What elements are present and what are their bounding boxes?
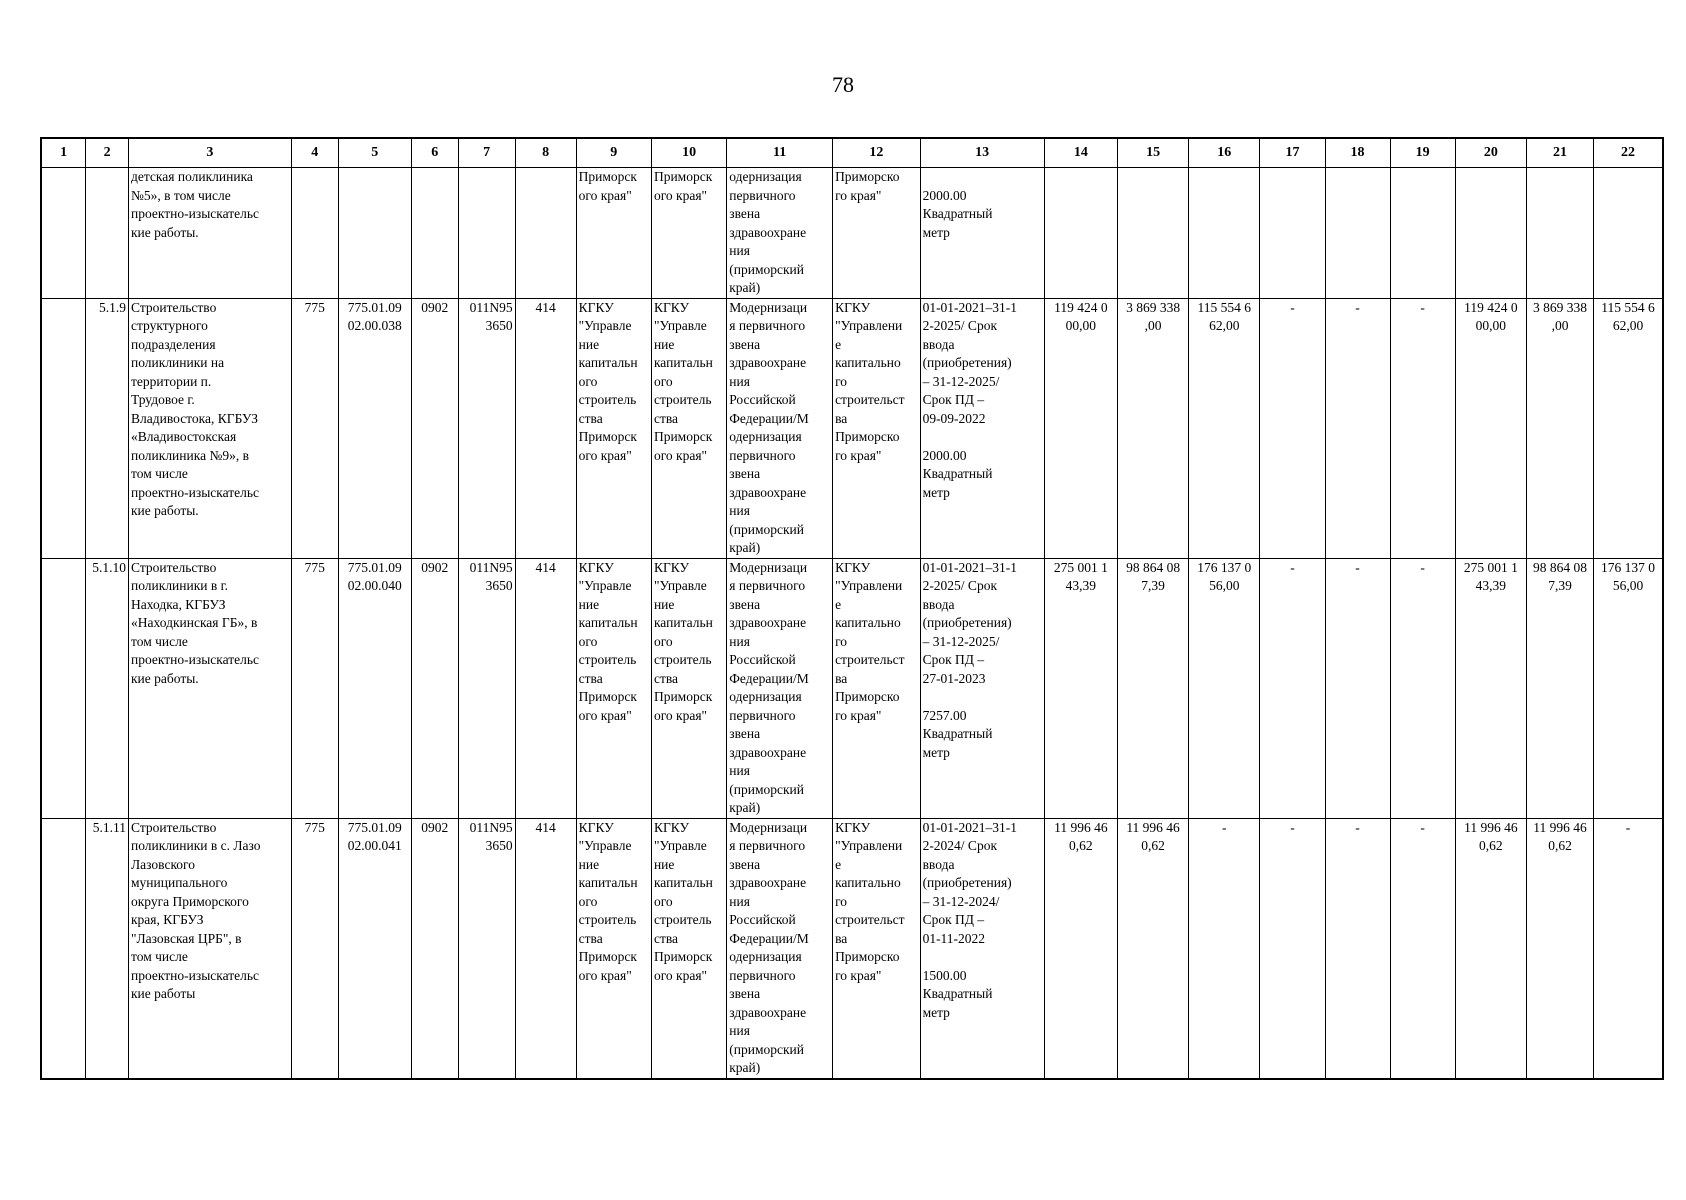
table-cell-col-10: КГКУ "Управле ние капитальн ого строитель ства Приморск ого края": [651, 298, 726, 558]
table-cell-col-10: КГКУ "Управле ние капитальн ого строитель ства Приморск ого края": [651, 558, 726, 818]
table-cell-col-4: 775: [291, 558, 338, 818]
table-cell-col-15: 11 996 46 0,62: [1117, 818, 1188, 1079]
table-cell-col-22: 115 554 6 62,00: [1594, 298, 1663, 558]
table-cell-col-22: [1594, 168, 1663, 299]
table-cell-col-11: одернизация первичного звена здравоохране ния (приморский край): [727, 168, 833, 299]
table-cell-col-17: -: [1260, 558, 1325, 818]
table-cell-col-8: 414: [515, 818, 576, 1079]
table-cell-col-16: 176 137 0 56,00: [1189, 558, 1260, 818]
table-cell-col-13: 01-01-2021–31-1 2-2025/ Срок ввода (приобретения) – 31-12-2025/ Срок ПД – 27-01-2023 7257.00 Квадратный метр: [920, 558, 1044, 818]
table-cell-col-20: 275 001 1 43,39: [1455, 558, 1526, 818]
table-cell-col-2: 5.1.9: [86, 298, 129, 558]
column-header-19: 19: [1390, 138, 1455, 168]
table-cell-col-14: [1044, 168, 1117, 299]
table-cell-col-9: КГКУ "Управле ние капитальн ого строитель ства Приморск ого края": [576, 298, 651, 558]
table-cell-col-2: 5.1.10: [86, 558, 129, 818]
table-cell-col-21: 3 869 338 ,00: [1526, 298, 1593, 558]
column-header-15: 15: [1117, 138, 1188, 168]
table-cell-col-6: [411, 168, 458, 299]
table-cell-col-7: 011N95 3650: [458, 818, 515, 1079]
table-cell-col-17: -: [1260, 298, 1325, 558]
column-header-1: 1: [41, 138, 86, 168]
table-cell-col-5: 775.01.09 02.00.040: [338, 558, 411, 818]
table-cell-col-19: [1390, 168, 1455, 299]
column-header-2: 2: [86, 138, 129, 168]
table-cell-col-9: КГКУ "Управле ние капитальн ого строитель ства Приморск ого края": [576, 558, 651, 818]
table-row: [41, 298, 1663, 558]
table-cell-col-4: [291, 168, 338, 299]
table-cell-col-12: КГКУ "Управлени е капитально го строительст ва Приморско го края": [833, 298, 921, 558]
table-cell-col-17: [1260, 168, 1325, 299]
table-cell-col-16: -: [1189, 818, 1260, 1079]
table-cell-col-22: -: [1594, 818, 1663, 1079]
table-cell-col-20: [1455, 168, 1526, 299]
table-cell-col-19: -: [1390, 558, 1455, 818]
table-cell-col-2: [86, 168, 129, 299]
column-header-13: 13: [920, 138, 1044, 168]
table-cell-col-7: 011N95 3650: [458, 298, 515, 558]
table-row: [41, 558, 1663, 818]
table-cell-col-14: 275 001 1 43,39: [1044, 558, 1117, 818]
table-cell-col-18: [1325, 168, 1390, 299]
table-cell-col-20: 11 996 46 0,62: [1455, 818, 1526, 1079]
table-cell-col-16: [1189, 168, 1260, 299]
table-cell-col-15: 3 869 338 ,00: [1117, 298, 1188, 558]
table-cell-col-5: 775.01.09 02.00.041: [338, 818, 411, 1079]
table-cell-col-3: Строительство поликлиники в г. Находка, КГБУЗ «Находкинская ГБ», в том числе проектно-изыскательс кие работы.: [129, 558, 292, 818]
table-cell-col-2: 5.1.11: [86, 818, 129, 1079]
table-cell-col-21: [1526, 168, 1593, 299]
table-cell-col-11: Модернизаци я первичного звена здравоохране ния Российской Федерации/М одернизация первичного звена здравоохране ния (приморский край): [727, 298, 833, 558]
table-cell-col-19: -: [1390, 298, 1455, 558]
table-cell-col-12: КГКУ "Управлени е капитально го строительст ва Приморско го края": [833, 558, 921, 818]
table-cell-col-11: Модернизаци я первичного звена здравоохране ния Российской Федерации/М одернизация первичного звена здравоохране ния (приморский край): [727, 818, 833, 1079]
table-cell-col-21: 11 996 46 0,62: [1526, 818, 1593, 1079]
table-cell-col-20: 119 424 0 00,00: [1455, 298, 1526, 558]
table-cell-col-22: 176 137 0 56,00: [1594, 558, 1663, 818]
table-cell-col-12: Приморско го края": [833, 168, 921, 299]
table-cell-col-18: -: [1325, 818, 1390, 1079]
table-cell-col-18: -: [1325, 558, 1390, 818]
table-cell-col-21: 98 864 08 7,39: [1526, 558, 1593, 818]
column-header-16: 16: [1189, 138, 1260, 168]
column-header-6: 6: [411, 138, 458, 168]
table-cell-col-5: 775.01.09 02.00.038: [338, 298, 411, 558]
column-header-4: 4: [291, 138, 338, 168]
table-cell-col-9: КГКУ "Управле ние капитальн ого строитель ства Приморск ого края": [576, 818, 651, 1079]
table-cell-col-4: 775: [291, 298, 338, 558]
table-cell-col-6: 0902: [411, 298, 458, 558]
table-cell-col-7: 011N95 3650: [458, 558, 515, 818]
column-header-8: 8: [515, 138, 576, 168]
table-cell-col-1: [41, 558, 86, 818]
column-header-20: 20: [1455, 138, 1526, 168]
column-header-22: 22: [1594, 138, 1663, 168]
table-row: [41, 168, 1663, 299]
budget-table: [40, 137, 1664, 1080]
table-cell-col-10: Приморск ого края": [651, 168, 726, 299]
table-cell-col-12: КГКУ "Управлени е капитально го строительст ва Приморско го края": [833, 818, 921, 1079]
table-cell-col-4: 775: [291, 818, 338, 1079]
table-cell-col-14: 119 424 0 00,00: [1044, 298, 1117, 558]
column-header-18: 18: [1325, 138, 1390, 168]
table-cell-col-3: Строительство структурного подразделения поликлиники на территории п. Трудовое г. Владивостока, КГБУЗ «Владивостокская поликлиника №9», в том числе проектно-изыскательс кие работы.: [129, 298, 292, 558]
table-cell-col-19: -: [1390, 818, 1455, 1079]
table-cell-col-3: Строительство поликлиники в с. Лазо Лазовского муниципального округа Приморского края, КГБУЗ "Лазовская ЦРБ", в том числе проектно-изыскательс кие работы: [129, 818, 292, 1079]
column-header-14: 14: [1044, 138, 1117, 168]
page-number: 78: [832, 72, 854, 97]
table-body: [41, 168, 1663, 1079]
table-cell-col-6: 0902: [411, 818, 458, 1079]
table-cell-col-13: 2000.00 Квадратный метр: [920, 168, 1044, 299]
table-cell-col-8: [515, 168, 576, 299]
table-cell-col-6: 0902: [411, 558, 458, 818]
table-cell-col-5: [338, 168, 411, 299]
table-row: [41, 818, 1663, 1079]
table-cell-col-15: [1117, 168, 1188, 299]
table-cell-col-13: 01-01-2021–31-1 2-2024/ Срок ввода (приобретения) – 31-12-2024/ Срок ПД – 01-11-2022 1500.00 Квадратный метр: [920, 818, 1044, 1079]
column-header-7: 7: [458, 138, 515, 168]
table-cell-col-8: 414: [515, 298, 576, 558]
column-header-10: 10: [651, 138, 726, 168]
table-cell-col-10: КГКУ "Управле ние капитальн ого строитель ства Приморск ого края": [651, 818, 726, 1079]
column-header-11: 11: [727, 138, 833, 168]
column-header-17: 17: [1260, 138, 1325, 168]
table-cell-col-1: [41, 298, 86, 558]
column-header-5: 5: [338, 138, 411, 168]
table-cell-col-13: 01-01-2021–31-1 2-2025/ Срок ввода (приобретения) – 31-12-2025/ Срок ПД – 09-09-2022 2000.00 Квадратный метр: [920, 298, 1044, 558]
table-cell-col-18: -: [1325, 298, 1390, 558]
column-header-12: 12: [833, 138, 921, 168]
column-header-3: 3: [129, 138, 292, 168]
table-cell-col-17: -: [1260, 818, 1325, 1079]
table-cell-col-1: [41, 168, 86, 299]
table-cell-col-15: 98 864 08 7,39: [1117, 558, 1188, 818]
table-cell-col-7: [458, 168, 515, 299]
table-header-row: [41, 138, 1663, 168]
table-cell-col-1: [41, 818, 86, 1079]
column-header-9: 9: [576, 138, 651, 168]
table-cell-col-11: Модернизаци я первичного звена здравоохране ния Российской Федерации/М одернизация первичного звена здравоохране ния (приморский край): [727, 558, 833, 818]
table-cell-col-3: детская поликлиника №5», в том числе проектно-изыскательс кие работы.: [129, 168, 292, 299]
table-cell-col-8: 414: [515, 558, 576, 818]
table-cell-col-9: Приморск ого края": [576, 168, 651, 299]
table-cell-col-16: 115 554 6 62,00: [1189, 298, 1260, 558]
table-cell-col-14: 11 996 46 0,62: [1044, 818, 1117, 1079]
column-header-21: 21: [1526, 138, 1593, 168]
